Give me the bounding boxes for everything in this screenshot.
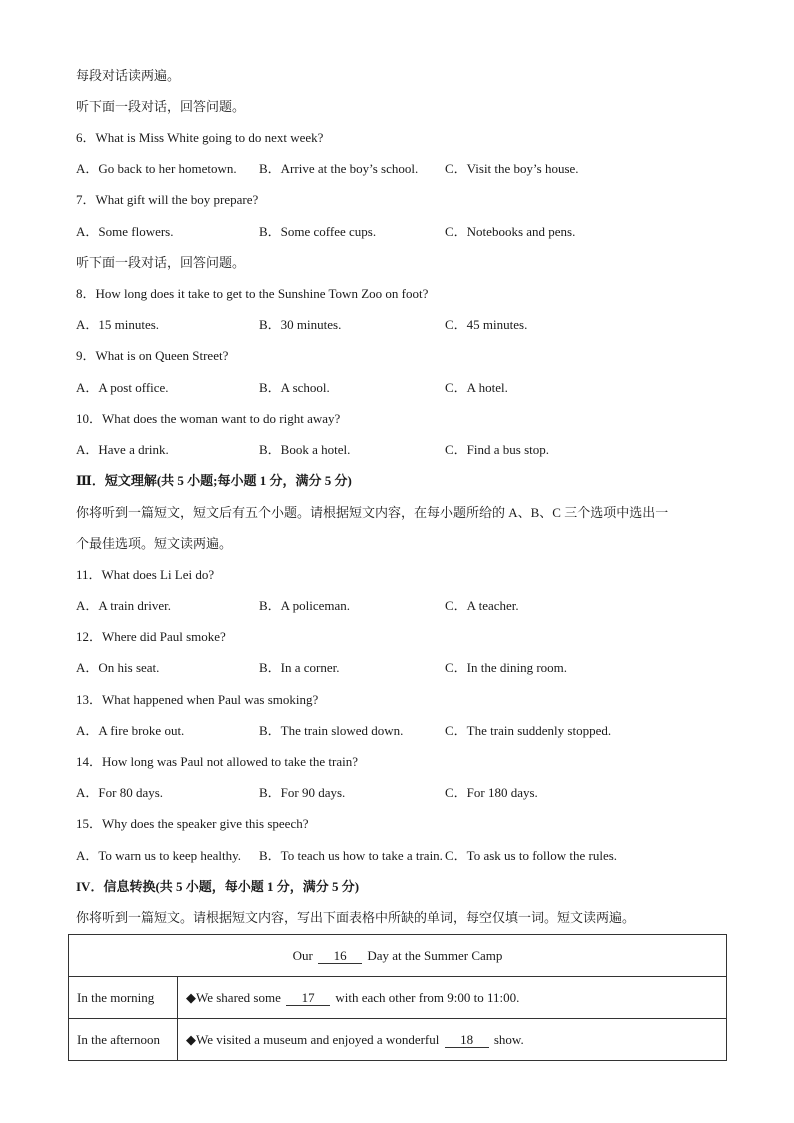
option-a: A．A fire broke out. — [76, 723, 185, 738]
section-3-instructions-1: 你将听到一篇短文，短文后有五个小题。请根据短文内容，在每小题所给的 A、B、C 三个选项中选出一 — [76, 505, 669, 520]
question-14: 14．How long was Paul not allowed to take the train? — [76, 754, 358, 769]
option-a: A．On his seat. — [76, 660, 160, 675]
question-11: 11．What does Li Lei do? — [76, 567, 215, 582]
option-b: B．Book a hotel. — [259, 442, 351, 457]
option-c: C．A teacher. — [445, 598, 519, 613]
blank-16[interactable]: 16 — [318, 949, 362, 964]
option-c: C．In the dining room. — [445, 660, 568, 675]
option-b: B．Arrive at the boy’s school. — [259, 161, 419, 176]
intro-line-2: 听下面一段对话，回答问题。 — [76, 99, 246, 114]
options-15 — [76, 848, 726, 864]
table-title — [69, 935, 727, 977]
option-b: B．In a corner. — [259, 660, 340, 675]
option-a: A．Have a drink. — [76, 442, 169, 457]
option-b: B．For 90 days. — [259, 785, 346, 800]
question-6: 6．What is Miss White going to do next week? — [76, 130, 324, 145]
table-row — [69, 977, 727, 1019]
option-c: C．45 minutes. — [445, 317, 528, 332]
option-a: A．Some flowers. — [76, 224, 174, 239]
option-a: A．For 80 days. — [76, 785, 164, 800]
option-c: C．Notebooks and pens. — [445, 224, 576, 239]
table-row — [69, 1019, 727, 1061]
intro-line-3: 听下面一段对话，回答问题。 — [76, 255, 246, 270]
option-a: A．A train driver. — [76, 598, 171, 613]
section-3-heading: Ⅲ．短文理解(共 5 小题;每小题 1 分，满分 5 分) — [76, 473, 352, 488]
option-c: C．The train suddenly stopped. — [445, 723, 612, 738]
blank-17[interactable]: 17 — [286, 991, 330, 1006]
info-table — [68, 934, 727, 1061]
option-a: A．To warn us to keep healthy. — [76, 848, 242, 863]
option-b: B．30 minutes. — [259, 317, 342, 332]
options-9 — [76, 380, 726, 396]
row-prefix: ◆We visited a museum and enjoyed a wonderful — [186, 1031, 440, 1047]
option-a: A．A post office. — [76, 380, 169, 395]
title-prefix: Our — [292, 947, 313, 963]
question-15: 15．Why does the speaker give this speech? — [76, 816, 309, 831]
option-b: B．The train slowed down. — [259, 723, 404, 738]
section-4-heading: IV．信息转换(共 5 小题，每小题 1 分，满分 5 分) — [76, 879, 360, 894]
title-suffix: Day at the Summer Camp — [367, 947, 503, 963]
row-content-afternoon — [178, 1019, 727, 1061]
blank-18[interactable]: 18 — [445, 1033, 489, 1048]
row-content-morning — [178, 977, 727, 1019]
row-label-morning: In the morning — [69, 977, 178, 1019]
options-12 — [76, 660, 726, 676]
section-3-instructions-2: 个最佳选项。短文读两遍。 — [76, 536, 233, 551]
option-a: A．Go back to her hometown. — [76, 161, 237, 176]
options-10 — [76, 442, 726, 458]
option-c: C．To ask us to follow the rules. — [445, 848, 618, 863]
intro-line-1: 每段对话读两遍。 — [76, 68, 181, 83]
question-8: 8．How long does it take to get to the Sunshine Town Zoo on foot? — [76, 286, 429, 301]
option-b: B．To teach us how to take a train. — [259, 848, 443, 863]
options-7 — [76, 224, 726, 240]
option-b: B．A school. — [259, 380, 330, 395]
option-a: A．15 minutes. — [76, 317, 160, 332]
section-4-instructions: 你将听到一篇短文。请根据短文内容，写出下面表格中所缺的单词，每空仅填一词。短文读两遍。 — [76, 910, 636, 925]
option-c: C．A hotel. — [445, 380, 508, 395]
question-10: 10．What does the woman want to do right away? — [76, 411, 341, 426]
question-7: 7．What gift will the boy prepare? — [76, 192, 259, 207]
option-c: C．Visit the boy’s house. — [445, 161, 579, 176]
row-suffix: show. — [493, 1031, 524, 1047]
row-prefix: ◆We shared some — [186, 989, 281, 1005]
question-9: 9．What is on Queen Street? — [76, 348, 229, 363]
question-13: 13．What happened when Paul was smoking? — [76, 692, 319, 707]
row-suffix: with each other from 9:00 to 11:00. — [335, 989, 520, 1005]
options-11 — [76, 598, 726, 614]
options-6 — [76, 161, 726, 177]
table-title-row — [69, 935, 727, 977]
option-b: B．A policeman. — [259, 598, 350, 613]
option-b: B．Some coffee cups. — [259, 224, 377, 239]
options-8 — [76, 317, 726, 333]
options-14 — [76, 785, 726, 801]
question-12: 12．Where did Paul smoke? — [76, 629, 226, 644]
option-c: C．Find a bus stop. — [445, 442, 550, 457]
option-c: C．For 180 days. — [445, 785, 538, 800]
row-label-afternoon: In the afternoon — [69, 1019, 178, 1061]
options-13 — [76, 723, 726, 739]
